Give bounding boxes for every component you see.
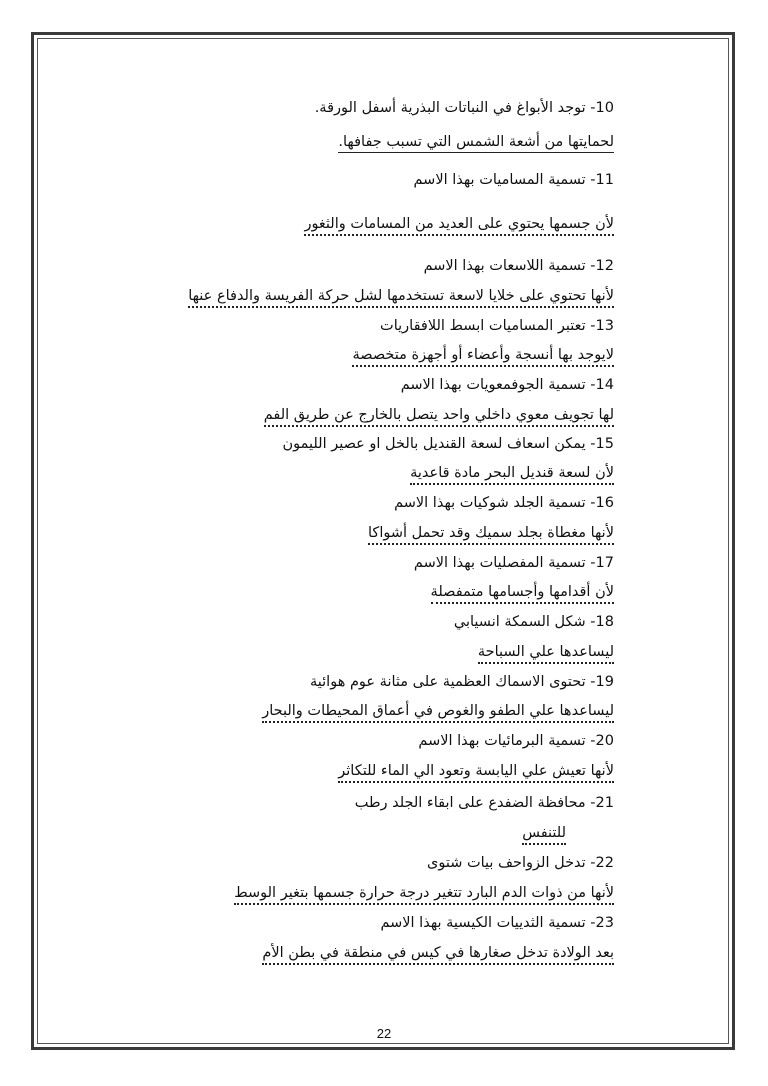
question-13: 13- تعتبر المساميات ابسط اللافقاريات [380, 318, 614, 334]
answer-10: لحمايتها من أشعة الشمس التي تسبب جفافها. [338, 134, 614, 153]
question-17: 17- تسمية المفصليات بهذا الاسم [413, 555, 614, 571]
answer-14: لها تجويف معوي داخلي واحد يتصل بالخارج عن طريق الفم [264, 407, 614, 427]
question-11: 11- تسمية المساميات بهذا الاسم [413, 172, 614, 188]
answer-23: بعد الولادة تدخل صغارها في كيس في منطقة في بطن الأم [262, 945, 614, 965]
answer-11: لأن جسمها يحتوي على العديد من المسامات والثغور [304, 216, 614, 236]
answer-13: لايوجد بها أنسجة وأعضاء أو أجهزة متخصصة [352, 347, 614, 367]
question-16: 16- تسمية الجلد شوكيات بهذا الاسم [394, 495, 614, 511]
question-22: 22- تدخل الزواحف بيات شتوى [426, 855, 614, 871]
question-14: 14- تسمية الجوفمعويات بهذا الاسم [400, 377, 614, 393]
question-18: 18- شكل السمكة انسيابي [453, 614, 614, 630]
question-19: 19- تحتوى الاسماك العظمية على مثانة عوم هوائية [309, 674, 614, 690]
question-12: 12- تسمية اللاسعات بهذا الاسم [423, 258, 614, 274]
answer-21: للتنفس [522, 825, 566, 845]
question-15: 15- يمكن اسعاف لسعة القنديل بالخل او عصير الليمون [282, 436, 614, 452]
answer-17: لأن أقدامها وأجسامها متمفصلة [431, 584, 614, 604]
answer-15: لأن لسعة قنديل البحر مادة قاعدية [410, 465, 614, 485]
answer-16: لأنها مغطاة بجلد سميك وقد تحمل أشواكا [368, 525, 614, 545]
answer-19: ليساعدها علي الطفو والغوص في أعماق المحيطات والبحار [262, 703, 614, 723]
question-20: 20- تسمية البرمائيات بهذا الاسم [418, 733, 614, 749]
question-21: 21- محافظة الضفدع على ابقاء الجلد رطب [354, 795, 614, 811]
answer-22: لأنها من ذوات الدم البارد تتغير درجة حرارة جسمها بتغير الوسط [234, 885, 614, 905]
page-number: 22 [376, 1026, 392, 1041]
answer-18: ليساعدها علي السباحة [478, 644, 614, 664]
question-10: 10- توجد الأبواغ في النباتات البذرية أسفل الورقة. [314, 100, 614, 116]
answer-12: لأنها تحتوي على خلايا لاسعة تستخدمها لشل حركة الفريسة والدفاع عنها [188, 288, 614, 308]
answer-20: لأنها تعيش علي اليابسة وتعود الي الماء للتكاثر [338, 763, 614, 783]
question-23: 23- تسمية الثدييات الكيسية بهذا الاسم [380, 915, 614, 931]
